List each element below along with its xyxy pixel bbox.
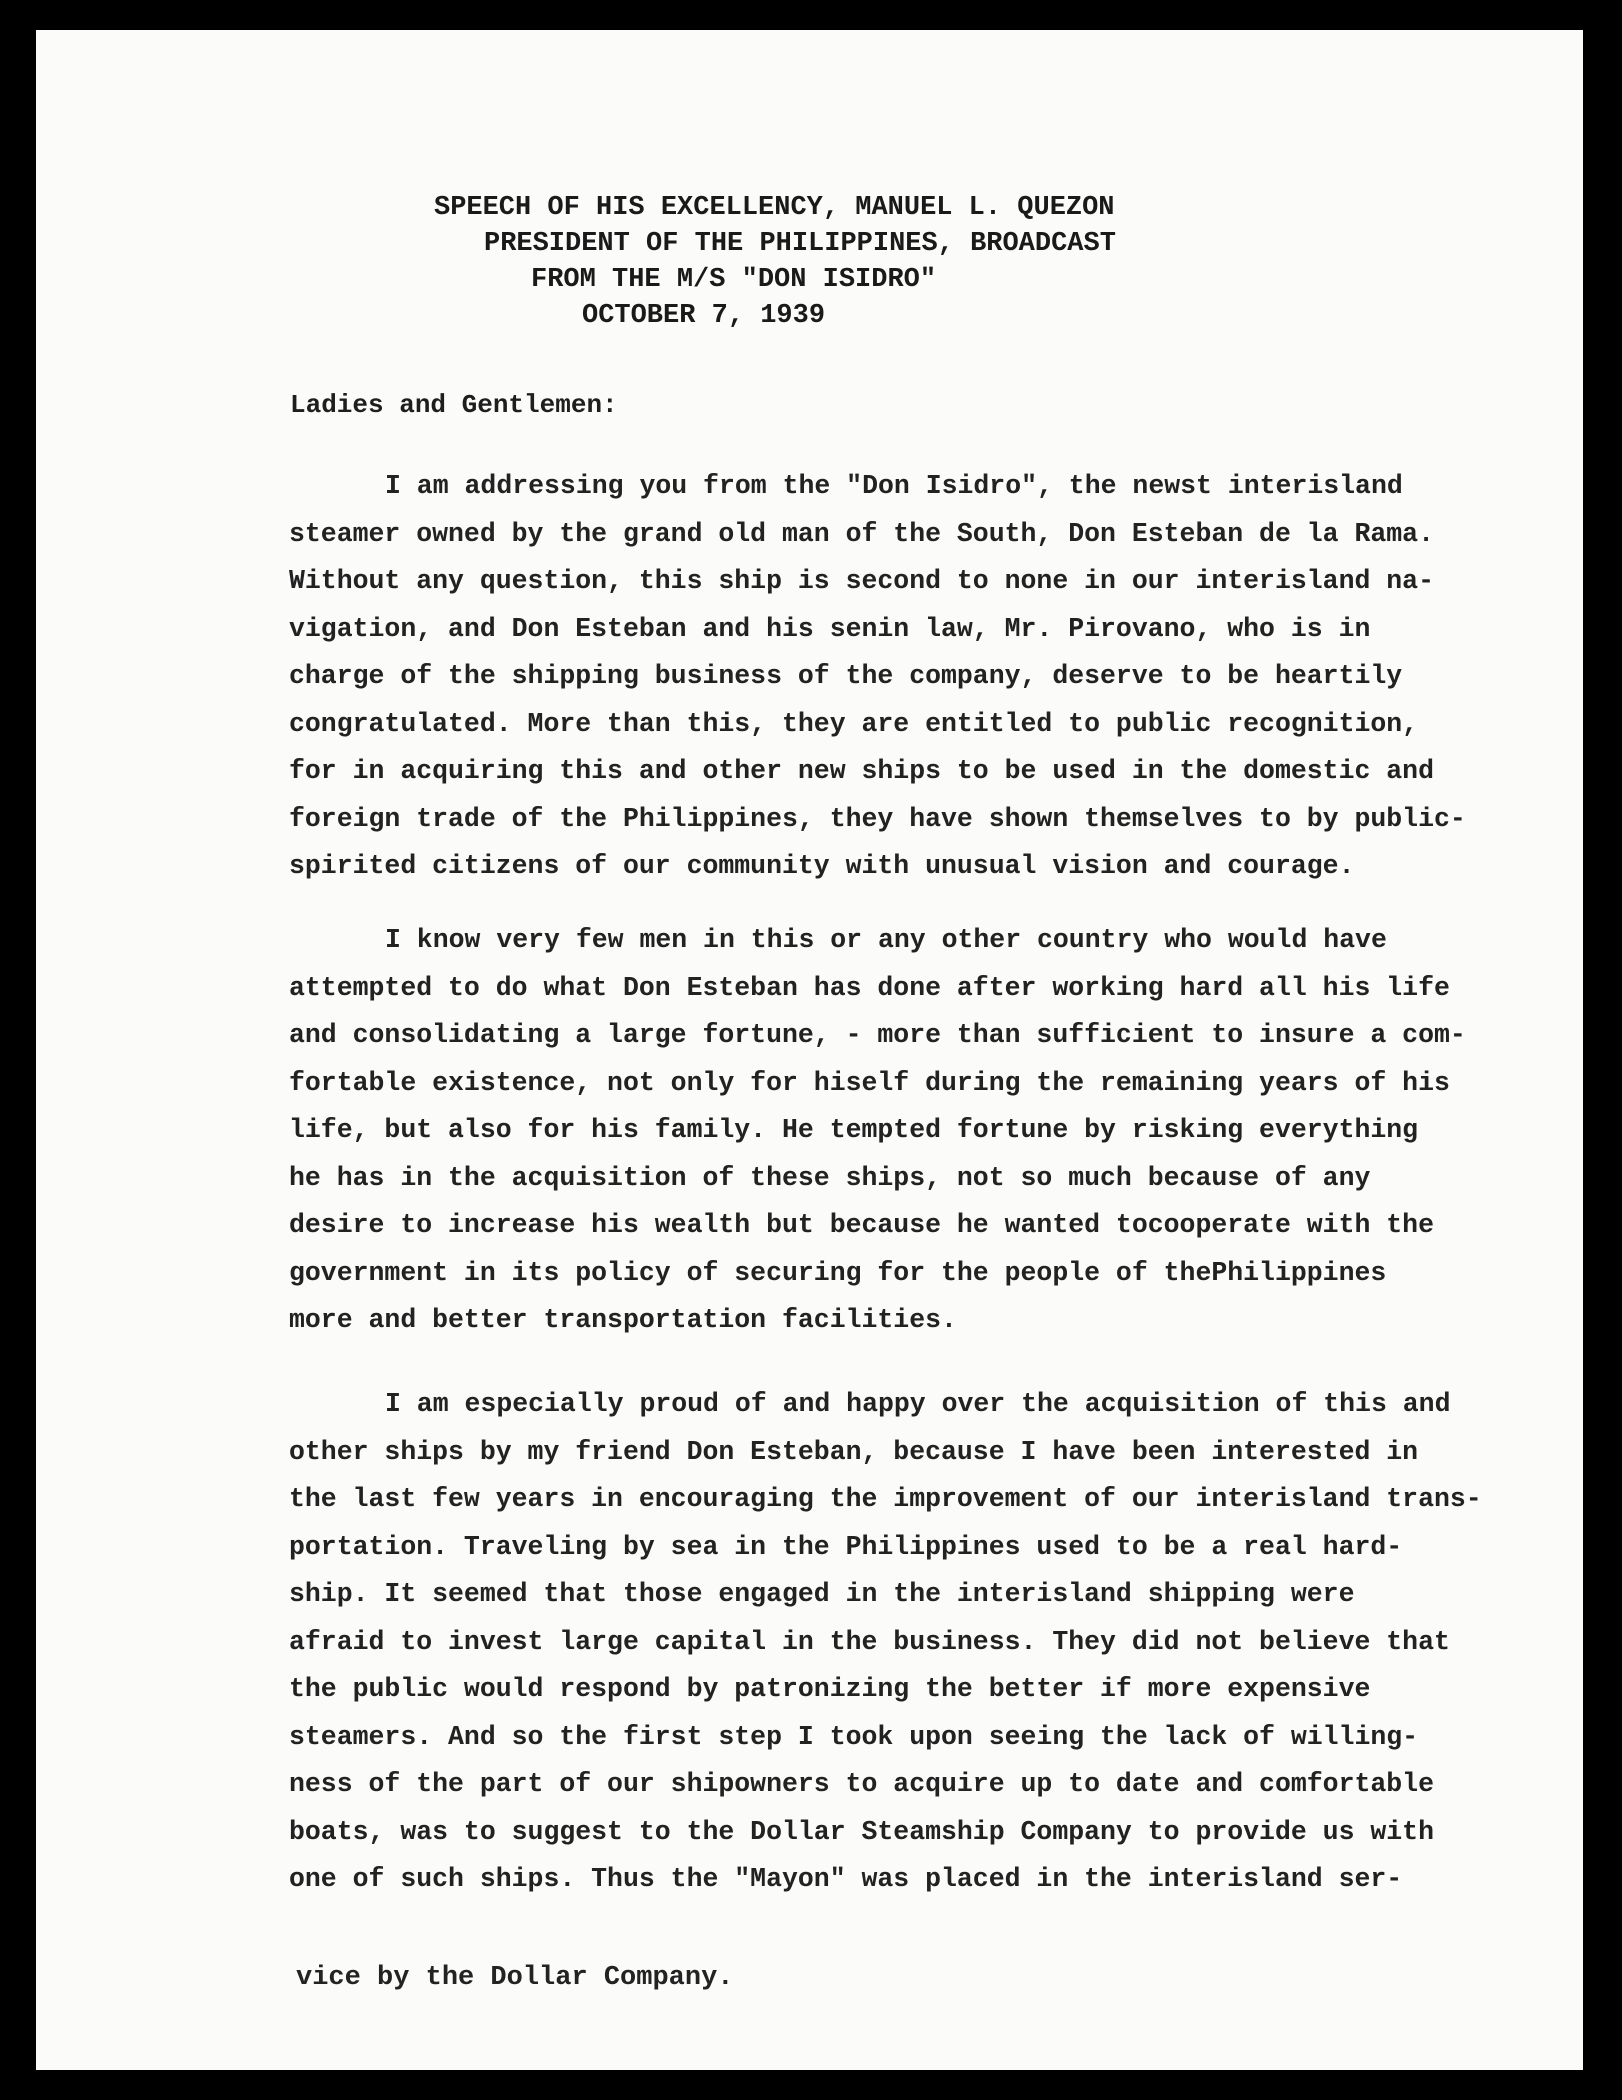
paragraph-line: for in acquiring this and other new ships to be used in the domestic and bbox=[289, 756, 1434, 786]
paragraph-line: government in its policy of securing for the people of thePhilippines bbox=[289, 1257, 1387, 1288]
paragraph-line: other ships by my friend Don Esteban, because I have been interested in bbox=[289, 1436, 1419, 1467]
speech-heading bbox=[36, 190, 1583, 406]
paragraph-line: steamers. And so the first step I took upon seeing the lack of willing- bbox=[289, 1721, 1419, 1752]
heading-line-3: FROM THE M/S "DON ISIDRO" bbox=[531, 265, 937, 295]
paragraph-line: I am addressing you from the "Don Isidro", the newst interisland bbox=[385, 471, 1403, 501]
paragraph-line: I know very few men in this or any other country who would have bbox=[385, 925, 1387, 955]
paragraph-line: desire to increase his wealth but because he wanted tocooperate with the bbox=[289, 1210, 1434, 1240]
paragraph-line: life, but also for his family. He tempted fortune by risking everything bbox=[289, 1115, 1419, 1145]
paragraph-line: the public would respond by patronizing the better if more expensive bbox=[289, 1674, 1371, 1704]
heading-line-2: PRESIDENT OF THE PHILIPPINES, BROADCAST bbox=[484, 229, 1116, 259]
paragraph-line: I am especially proud of and happy over the acquisition of this and bbox=[385, 1389, 1451, 1419]
paragraph-line: fortable existence, not only for hiself during the remaining years of his bbox=[289, 1067, 1450, 1098]
paragraph-line: Without any question, this ship is second to none in our interisland na- bbox=[289, 566, 1434, 596]
paragraph-line: vigation, and Don Esteban and his senin law, Mr. Pirovano, who is in bbox=[289, 613, 1371, 644]
continuation-line: vice by the Dollar Company. bbox=[296, 1963, 734, 1993]
paragraph-line: congratulated. More than this, they are entitled to public recognition, bbox=[289, 708, 1419, 739]
paragraph-line: ship. It seemed that those engaged in the interisland shipping were bbox=[289, 1579, 1355, 1609]
paragraph-line: spirited citizens of our community with unusual vision and courage. bbox=[289, 851, 1355, 881]
paragraph-3 bbox=[289, 1381, 1559, 1904]
paragraph-line: ness of the part of our shipowners to acquire up to date and comfortable bbox=[289, 1769, 1434, 1799]
paragraph-line: attempted to do what Don Esteban has done after working hard all his life bbox=[289, 972, 1450, 1003]
paragraph-line: portation. Traveling by sea in the Philippines used to be a real hard- bbox=[289, 1531, 1403, 1562]
paragraph-line: afraid to invest large capital in the business. They did not believe that bbox=[289, 1626, 1450, 1657]
heading-line-1: SPEECH OF HIS EXCELLENCY, MANUEL L. QUEZON bbox=[434, 193, 1115, 223]
paragraph-line: charge of the shipping business of the company, deserve to be heartily bbox=[289, 661, 1403, 691]
paragraph-line: the last few years in encouraging the improvement of our interisland trans- bbox=[289, 1484, 1482, 1514]
heading-line-4: OCTOBER 7, 1939 bbox=[582, 301, 826, 331]
paragraph-line: more and better transportation facilities. bbox=[289, 1305, 957, 1335]
salutation: Ladies and Gentlemen: bbox=[290, 390, 618, 420]
paragraph-line: one of such ships. Thus the "Mayon" was placed in the interisland ser- bbox=[289, 1864, 1403, 1894]
paragraph-2 bbox=[289, 917, 1559, 1345]
paragraph-1 bbox=[289, 463, 1559, 891]
paragraph-line: and consolidating a large fortune, - more than sufficient to insure a com- bbox=[289, 1020, 1466, 1050]
document-page bbox=[36, 30, 1583, 2070]
paragraph-line: steamer owned by the grand old man of the South, Don Esteban de la Rama. bbox=[289, 518, 1434, 549]
paragraph-line: he has in the acquisition of these ships, not so much because of any bbox=[289, 1162, 1371, 1193]
paragraph-line: foreign trade of the Philippines, they have shown themselves to by public- bbox=[289, 803, 1466, 834]
paragraph-line: boats, was to suggest to the Dollar Steamship Company to provide us with bbox=[289, 1816, 1434, 1847]
